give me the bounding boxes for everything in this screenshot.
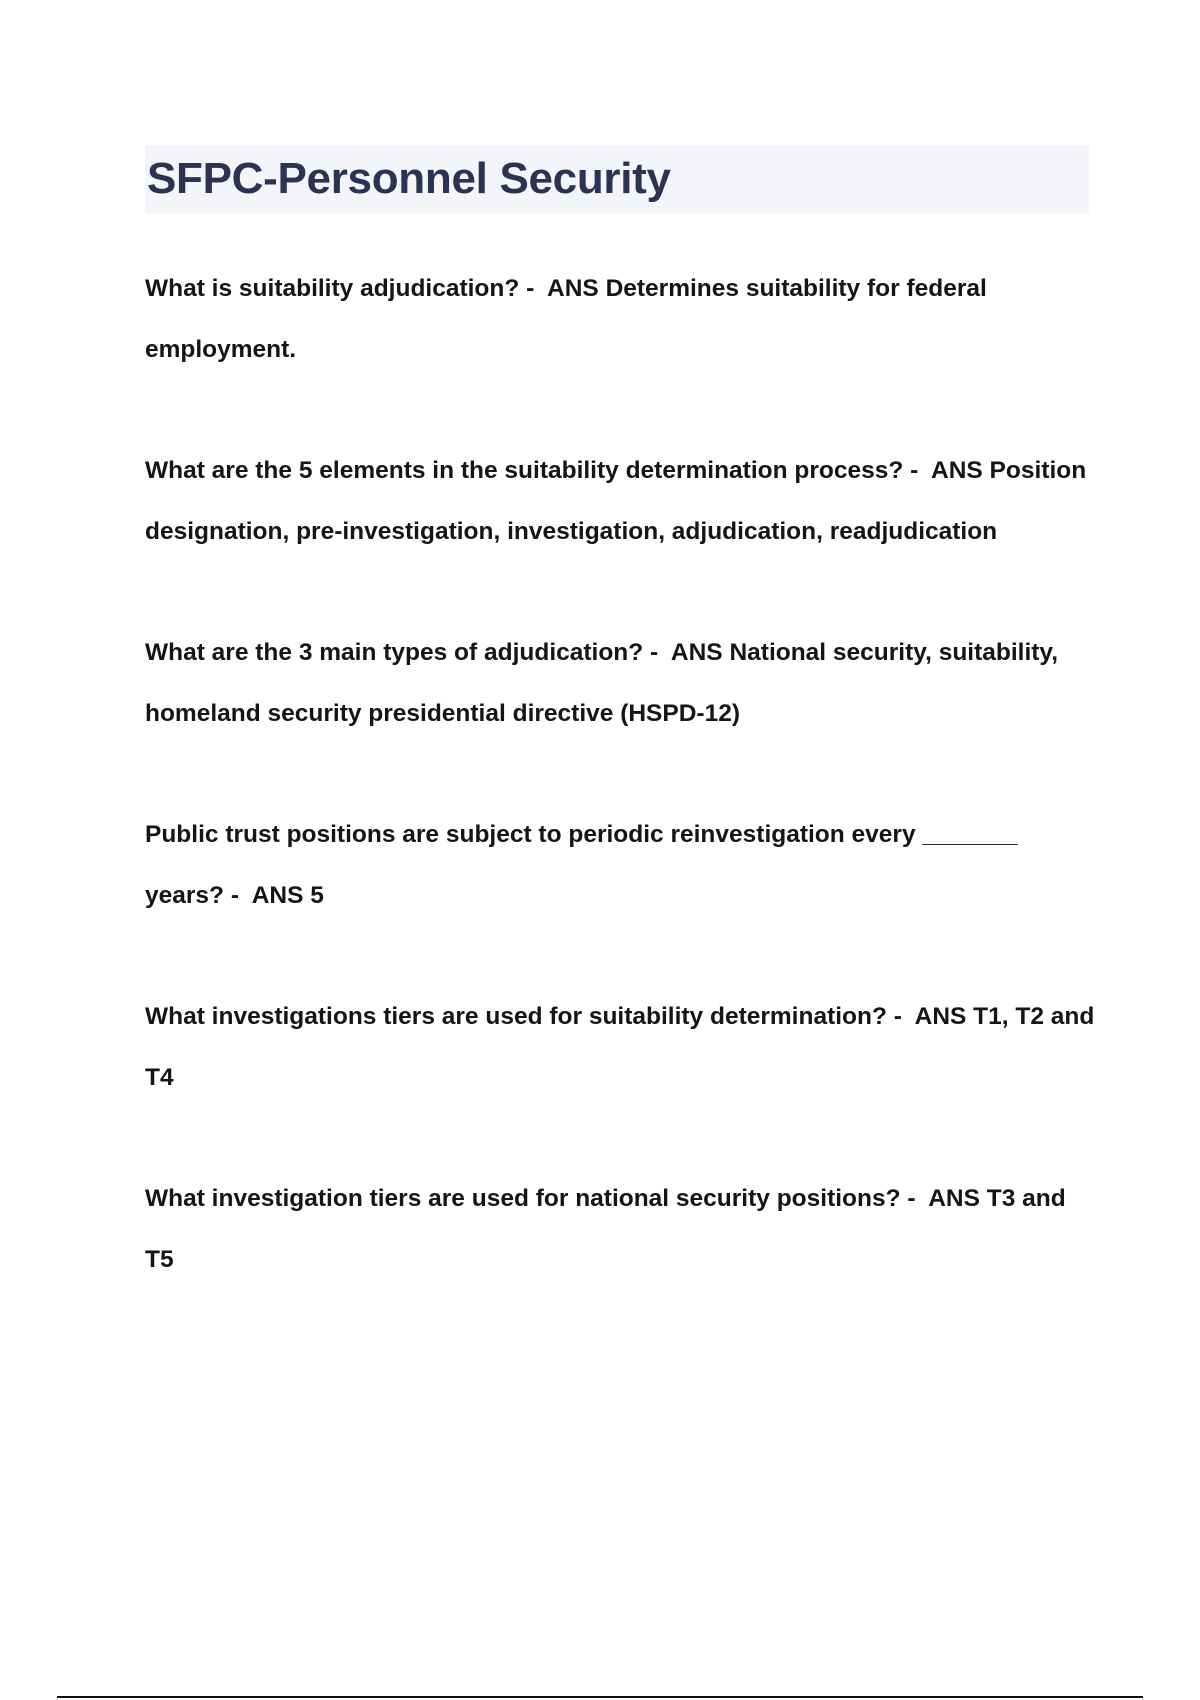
qa-separator: - (224, 881, 252, 909)
qa-separator: - (519, 275, 548, 302)
qa-item (145, 805, 1095, 926)
qa-separator: - (643, 639, 671, 666)
answer-text: T3 and T5 (145, 1185, 1066, 1273)
page-title: SFPC-Personnel Security (147, 154, 671, 203)
answer-text: T1, T2 and T4 (145, 1003, 1095, 1091)
answer-prefix: ANS (931, 457, 983, 484)
answer-prefix: ANS (914, 1003, 967, 1030)
answer-prefix: ANS (670, 639, 723, 666)
page-bottom-rule (57, 1696, 1143, 1698)
qa-item (145, 441, 1095, 562)
question-text: What investigations tiers are used for suitability determination? (145, 1003, 887, 1030)
question-text: What are the 5 elements in the suitability determination process? (145, 457, 904, 484)
question-text: What is suitability adjudication? (145, 275, 520, 302)
answer-text: National security, suitability, homeland security presidential directive (HSPD-12) (145, 639, 1059, 727)
qa-item (145, 623, 1095, 744)
question-text: Public trust positions are subject to periodic reinvestigation every _______ years? (145, 821, 1018, 909)
qa-item (145, 259, 1095, 380)
qa-separator: - (900, 1185, 929, 1212)
answer-text: Determines suitability for federal employment. (145, 275, 987, 363)
qa-list (145, 259, 1095, 1351)
question-text: What investigation tiers are used for national security positions? (145, 1185, 901, 1212)
question-text: What are the 3 main types of adjudication? (145, 639, 644, 666)
qa-separator: - (903, 457, 931, 484)
answer-prefix: ANS (928, 1185, 980, 1212)
qa-item (145, 1169, 1095, 1290)
answer-text: Position designation, pre-investigation, investigation, adjudication, readjudication (145, 457, 1087, 545)
answer-text: 5 (310, 881, 324, 909)
answer-prefix: ANS (547, 275, 599, 302)
title-banner (145, 145, 1089, 213)
answer-prefix: ANS (251, 881, 304, 909)
qa-item (145, 987, 1095, 1108)
qa-separator: - (886, 1003, 915, 1030)
